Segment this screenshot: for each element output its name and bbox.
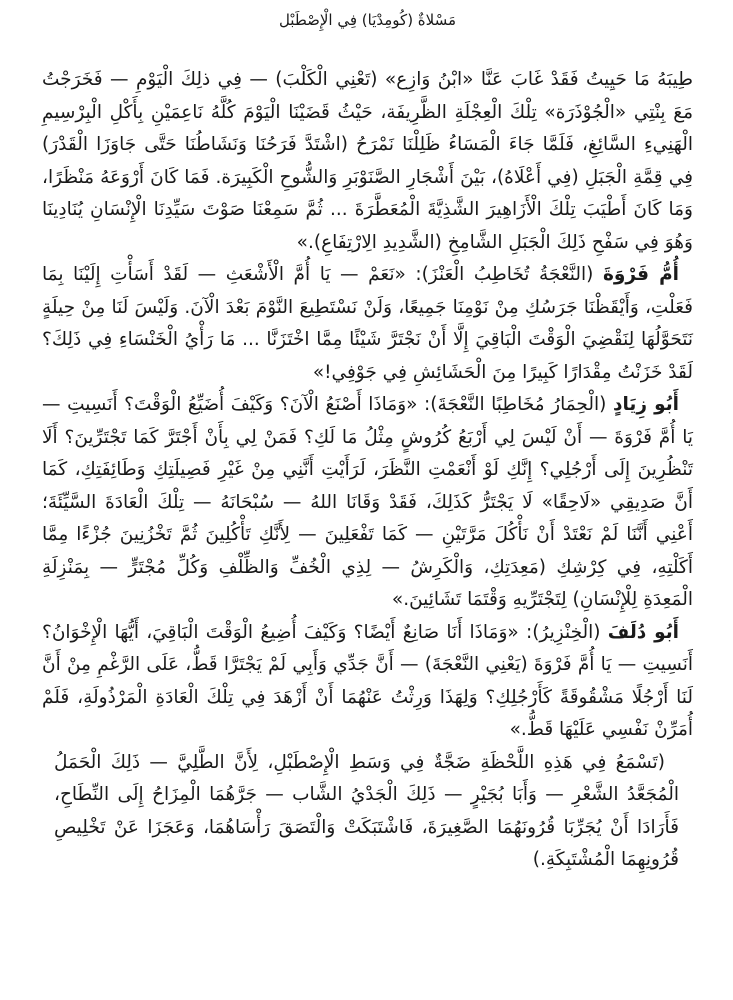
running-head: مَسْلاةٌ (كُومِدْيَا) فِي الْإِصْطَبْل (278, 11, 457, 29)
dialogue-paragraph-abu-ziyad (42, 389, 693, 617)
paragraph-text: طِيبَهُ مَا حَيِيتُ فَقَدْ غَابَ عَنَّا «ابْنُ وَازِع» (تَعْنِي الْكَلْبَ) — فِي ذلِكَ الْيَوْمِ — فَخَرَجْتُ مَعَ بِنْتِي «الْجُوْذَرَة» تِلْكَ الْعِجْلَةِ الظَّرِيفَة، حَيْثُ قَضَيْنَا الْيَوْمَ كُلَّهُ نَاعِمَيْنِ بِأَكْلِ الْبِرْسِيمِ الْهَنِيءِ السَّائِغِ، فَلَمَّا جَاءَ الْمَسَاءُ ظَلِلْنَا نَمْرَحُ (اشْتَدَّ فَرَحُنَا وَنَشَاطُنَا حَتَّى جَاوَزَا الْقَدْرَ) فِي قِمَّةِ الْجَبَلِ (فِي أَعْلَاهُ)، بَيْنَ أَشْجَارِ الصَّنَوْبَرِ وَالشُّوحِ الْكَبِيرَة. فَمَا كَانَ أَرْوَعَهُ مَنْظَرًا، وَمَا كَانَ أَطْيَبَ تِلْكَ الْأَزَاهِيرَ الشَّذِيَّةَ الْمُعَطَّرَةَ ... ثُمَّ سَمِعْنَا صَوْتَ سَيِّدِنَا الْإِنْسَانِ يُنَادِينَا وَهُوَ فِي سَفْحِ ذَلِكَ الْجَبَلِ الشَّامِخِ (الشَّدِيدِ الِارْتِفَاعِ).» (42, 69, 693, 253)
dialogue-text: (الْخِنْزِيرُ): «وَمَاذَا أَنَا صَانِعٌ أَيْضًا؟ وَكَيْفَ أُضِيعُ الْوَقْتَ الْبَاقِيَ، أَيُّهَا الْإِخْوَانُ؟ أَنَسِيتِ — يَا أُمَّ فَرْوَةَ (يَعْنِي النَّعْجَةَ) — أَنَّ جَدِّي وَأَبِي لَمْ يَجْتَرَّا قَطُّ، عَلَى الرَّغْمِ مِنْ أَنَّ لَنَا أَرْجُلًا مَشْقُوقَةً كَأَرْجُلِكِ؟ وَلِهَذَا وَرِثْتُ عَنْهُمَا أَنْ أَزْهَدَ فِي تِلْكَ الْعَادَةِ الْمَرْذُولَةِ، فَلَمْ أُمَرِّنْ نَفْسِي عَلَيْهَا قَطُّ.» (42, 621, 693, 740)
speaker-name: أَبُو زِيَادٍ (612, 394, 679, 415)
narration-paragraph (42, 64, 693, 259)
speaker-name: أُمُّ فَرْوَةَ (602, 264, 679, 285)
dialogue-paragraph-umm-farwa (42, 259, 693, 389)
dialogue-paragraph-abu-dulaf (42, 617, 693, 747)
speaker-name: أَبُو دُلَفَ (607, 621, 679, 643)
dialogue-text: (النَّعْجَةُ تُخَاطِبُ الْعَنْزَ): «نَعَمْ — يَا أُمَّ الْأَشْعَثِ — لَقَدْ أَسَأْتِ إِلَيْنَا بِمَا فَعَلْتِ، وَأَيْقَظْنَا جَرَسُكِ مِنْ نَوْمِنَا جَمِيعًا، وَلَنْ نَسْتَطِيعَ النَّوْمَ بَعْدَ الْآنَ. وَلَيْسَ لَنَا مِنْ حِيلَةٍ نَتَحَوَّلُهَا لِنَقْضِيَ الْوَقْتَ الْبَاقِيَ إِلَّا أَنْ نَجْتَرَّ شَيْئًا مِمَّا اخْتَزَنَّا ... مَا رَأْيُ الْخَنْسَاءِ فِي ذَلِكَ؟ لَقَدْ خَزَنْتُ مِقْدَارًا كَبِيرًا مِنَ الْحَشَائِشِ فِي جَوْفِي!» (42, 264, 693, 383)
stage-direction: (تَسْمَعُ فِي هَذِهِ اللَّحْظَةِ ضَجَّةٌ فِي وَسَطِ الْإِصْطَبْلِ، لِأَنَّ الطَّلِيَّ — ذَلِكَ الْحَمَلُ الْمُجَعَّدُ الشَّعْرِ — وَأَبَا بُجَيْرٍ — ذَلِكَ الْجَدْيُ الشَّاب — جَرَّهُمَا الْمِزَاحُ إِلَى النِّطَاحِ، فَأَرَادَا أَنْ يُجَرِّبَا قُرُونَهُمَا الصَّغِيرَةَ، فَاشْتَبَكَتْ وَالْتَصَقَ رَأْسَاهُمَا، وَعَجَزَا عَنْ تَخْلِيصِ قُرُونِهِمَا الْمُشْتَبِكَةِ.) (54, 751, 679, 870)
dialogue-text: (الْحِمَارُ مُخَاطِبًا النَّعْجَةَ): «وَمَاذَا أَصْنَعُ الْآنَ؟ وَكَيْفَ أُضَيِّعُ الْوَقْتَ؟ أَنَسِيتِ — يَا أُمَّ فَرْوَةَ — أَنْ لَيْسَ لِي أَرْبَعُ كُرُوشٍ مِثْلُ مَا لَكِ؟ فَمَنْ لِي بِأَنْ أَجْتَرَّ كَمَا تَجْتَرِّينَ؟ أَلَا تَنْظُرِينَ إِلَى أَرْجُلِي؟ إِنَّكِ لَوْ أَنْعَمْتِ النَّظَرَ، لَرَأَيْتِ أَنَّنِي مِنْ غَيْرِ فَصِيلَتِكِ وَطَائِفَتِكِ، كَمَا أَنَّ صَدِيقِي «لَاحِقًا» لَا يَجْتَرُّ كَذَلِكَ، فَقَدْ وَقَانَا اللهُ — سُبْحَانَهُ — تِلْكَ الْعَادَةَ السَّيِّئَةَ؛ أَعْنِي أَنَّنَا لَمْ نَعْتَدْ أَنْ نَأْكُلَ مَرَّتَيْنِ — كَمَا تَفْعَلِينَ — لِأَنَّكِ تَأْكُلِينَ ثُمَّ تَخْزُنِينَ جُزْءًا مِمَّا أَكَلْتِهِ، فِي كِرْشِكِ (مَعِدَتِكِ، وَالْكَرِشُ — لِذِي الْخُفِّ وَالظِّلْفِ وَكُلِّ مُجْتَرٍّ — بِمَنْزِلَةِ الْمَعِدَةِ لِلْإِنْسَانِ) لِتَجْتَرِّيهِ وَقْتَمَا تَشَائِينَ.» (42, 394, 693, 610)
